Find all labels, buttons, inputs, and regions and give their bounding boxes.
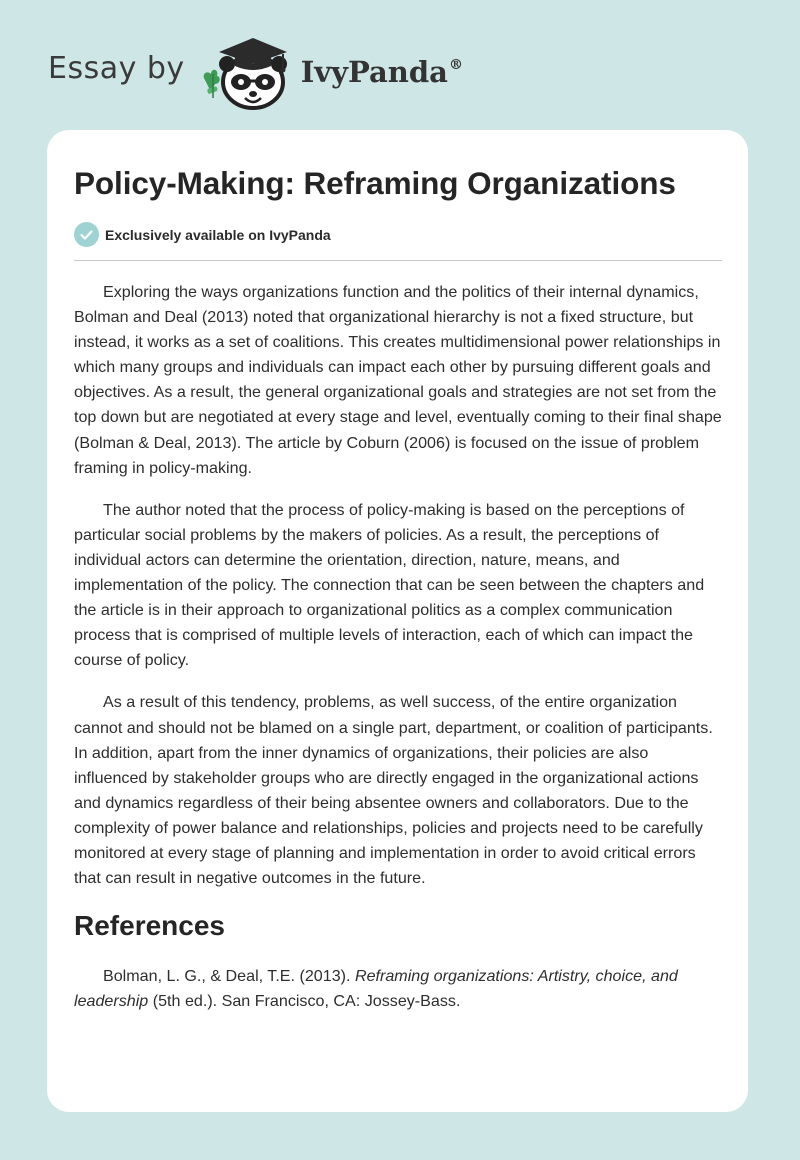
- reference-details: (5th ed.). San Francisco, CA: Jossey-Bass.: [148, 992, 461, 1011]
- brand-name-text: IvyPanda: [300, 55, 448, 89]
- paragraph: Exploring the ways organizations function and the politics of their internal dynamics, Bolman and Deal (2013) noted that organizational hierarchy is not a fixed structure, but instead, it works as a set of coalitions. This creates multidimensional power relationships in which many groups and individuals can impact each other by pursuing different goals and objectives. As a result, the general organizational goals and strategies are not set from the top down but are negotiated at every stage and level, eventually coming to their final shape (Bolman & Deal, 2013). The article by Coburn (2006) is focused on the issue of problem framing in policy-making.: [74, 283, 722, 477]
- brand-prefix: Essay by: [48, 50, 185, 86]
- exclusive-badge-label: Exclusively available on IvyPanda: [105, 226, 331, 243]
- brand-name: [301, 55, 463, 89]
- exclusive-badge: [74, 222, 331, 247]
- panda-logo-icon: [199, 34, 295, 110]
- reference-item: [74, 964, 724, 1014]
- reference-title: Reframing organizations: Artistry, choice, and leadership: [74, 967, 678, 1011]
- reference-list: [74, 964, 724, 1014]
- references-heading: References: [74, 910, 225, 942]
- reference-authors: Bolman, L. G., & Deal, T.E. (2013).: [103, 967, 355, 986]
- page-title: Policy-Making: Reframing Organizations: [74, 165, 676, 201]
- site-header: [48, 36, 463, 108]
- essay-body: [74, 280, 724, 1014]
- checkmark-icon: [74, 222, 99, 247]
- paragraph: As a result of this tendency, problems, as well success, of the entire organization cannot and should not be blamed on a single part, department, or coalition of participants. In addition, apart from the inner dynamics of organizations, their policies are also influenced by stakeholder groups who are directly engaged in the organizational actions and dynamics regardless of their being absentee owners and collaborators. Due to the complexity of power balance and relationships, policies and projects need to be carefully monitored at every stage of planning and implementation in order to avoid critical errors that can result in negative outcomes in the future.: [74, 693, 713, 888]
- divider: [74, 260, 722, 261]
- essay-card: [47, 130, 748, 1112]
- paragraph: The author noted that the process of policy-making is based on the perceptions of particular social problems by the makers of policies. As a result, the perceptions of individual actors can determine the orientation, direction, nature, means, and implementation of the policy. The connection that can be seen between the chapters and the article is in their approach to organizational politics as a complex communication process that is comprised of multiple levels of interaction, each of which can impact the course of policy.: [74, 500, 705, 670]
- registered-mark: ®: [448, 57, 463, 73]
